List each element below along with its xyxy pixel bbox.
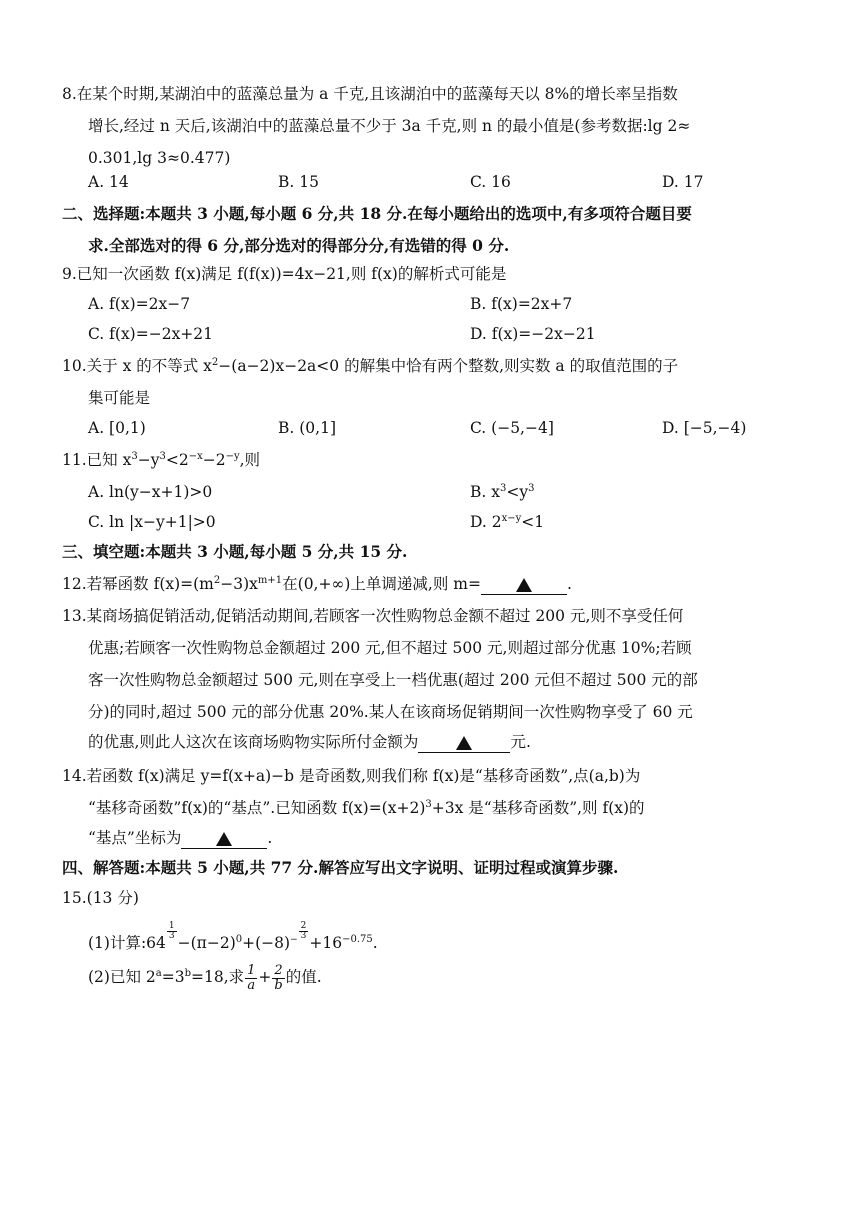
exponent-fraction-2-3	[299, 922, 309, 941]
q11-option-a: A. ln(y−x+1)>0	[88, 483, 213, 501]
q10-line-2: 集可能是	[88, 389, 151, 407]
q14-line-2	[88, 796, 645, 820]
q9-stem: 9.已知一次函数 f(x)满足 f(f(x))=4x−21,则 f(x)的解析式可能是	[62, 265, 507, 283]
q9-option-c: C. f(x)=−2x+21	[88, 325, 214, 343]
q11-exp-y: 3	[159, 450, 166, 462]
q15-exp-neg: −	[290, 935, 298, 945]
q13-line-5-b: 元.	[510, 733, 531, 751]
q8-option-d: D. 17	[662, 173, 704, 191]
q11-stem-b: −y	[137, 451, 160, 469]
section-3-heading: 三、填空题:本题共 3 小题,每小题 5 分,共 15 分.	[62, 542, 408, 561]
fraction-numerator: 1	[168, 921, 175, 931]
q14-exp-3: 3	[425, 798, 432, 810]
q13-line-3: 客一次性购物总金额超过 500 元,则在享受上一档优惠(超过 200 元但不超过 500 元的部	[88, 671, 698, 689]
q11-option-d-exp: x−y	[501, 512, 522, 524]
q10-line-1	[62, 354, 678, 378]
triangle-marker-icon	[456, 736, 472, 750]
q15-exp-075: −0.75	[342, 934, 373, 945]
q11-option-d	[470, 510, 544, 534]
q15-p1-c: +(−8)	[242, 934, 291, 953]
fraction-numerator: 2	[300, 921, 307, 931]
fraction-denominator: b	[274, 977, 283, 993]
q8-line-3: 0.301,lg 3≈0.477)	[88, 149, 231, 167]
q15-exp-a: a	[155, 967, 162, 979]
q11-option-b-exp-2: 3	[528, 482, 535, 494]
fraction-denominator: 3	[300, 931, 307, 941]
q15-p2-d: +	[258, 968, 272, 986]
q11-option-b-exp-1: 3	[500, 482, 507, 494]
fraction-2-over-b	[272, 964, 284, 993]
q13-line-4: 分)的同时,超过 500 元的部分优惠 20%.某人在该商场促销期间一次性购物享受了 60 元	[88, 703, 693, 721]
fraction-1-over-a	[245, 964, 257, 993]
q11-exp-x: 3	[131, 450, 138, 462]
q14-line-3	[88, 826, 272, 850]
q15-part-1	[88, 922, 378, 955]
q13-line-5	[88, 730, 531, 754]
q10-option-b: B. (0,1]	[278, 419, 336, 437]
q15-p2-a: (2)已知 2	[88, 968, 156, 986]
q15-p1-e: .	[372, 934, 378, 953]
q14-answer-blank[interactable]	[181, 828, 267, 849]
q15-p1-d: +16	[309, 934, 343, 953]
q15-p2-c: =18,求	[190, 968, 245, 986]
q10-option-c: C. (−5,−4]	[470, 419, 554, 437]
q8-option-a: A. 14	[88, 173, 129, 191]
q15-title: 15.(13 分)	[62, 889, 139, 907]
q11-option-d-a: D. 2	[470, 513, 502, 531]
q12-exp-m1: m+1	[257, 574, 283, 586]
q11-stem-a: 11.已知 x	[62, 451, 132, 469]
q11-stem-e: ,则	[239, 451, 261, 469]
section-4-heading: 四、解答题:本题共 5 小题,共 77 分.解答应写出文字说明、证明过程或演算步骤.	[62, 858, 619, 877]
q11-stem	[62, 448, 260, 472]
q11-option-b-b: <y	[506, 483, 529, 501]
q12-text-c: 在(0,+∞)上单调递减,则 m=	[282, 575, 481, 593]
q11-exp-neg-x: −x	[188, 450, 203, 462]
q15-p1-b: −(π−2)	[177, 934, 236, 953]
q8-line-1: 8.在某个时期,某湖泊中的蓝藻总量为 a 千克,且该湖泊中的蓝藻每天以 8%的增长率呈指数	[62, 85, 678, 103]
triangle-marker-icon	[216, 832, 232, 846]
fraction-denominator: a	[247, 977, 256, 993]
q8-option-b: B. 15	[278, 173, 319, 191]
q8-line-2: 增长,经过 n 天后,该湖泊中的蓝藻总量不少于 3a 千克,则 n 的最小值是(参考数据:lg 2≈	[88, 117, 691, 135]
q14-line-2-a: “基移奇函数”f(x)的“基点”.已知函数 f(x)=(x+2)	[88, 799, 426, 817]
q12-line	[62, 572, 572, 596]
q15-p2-e: 的值.	[285, 968, 322, 986]
q11-option-c: C. ln |x−y+1|>0	[88, 513, 216, 531]
q10-option-d: D. [−5,−4)	[662, 419, 747, 437]
q12-exp-2: 2	[213, 574, 221, 586]
triangle-marker-icon	[516, 578, 532, 592]
q15-exp-b: b	[184, 967, 191, 979]
section-2-heading-line-2: 求.全部选对的得 6 分,部分选对的得部分分,有选错的得 0 分.	[88, 236, 510, 255]
q14-line-1: 14.若函数 f(x)满足 y=f(x+a)−b 是奇函数,则我们称 f(x)是“基移奇函数”,点(a,b)为	[62, 767, 641, 785]
q11-stem-c: <2	[165, 451, 189, 469]
q13-line-2: 优惠;若顾客一次性购物总金额超过 200 元,但不超过 500 元,则超过部分优惠 10%;若顾	[88, 639, 692, 657]
fraction-numerator: 1	[247, 962, 256, 978]
q14-line-2-b: +3x 是“基移奇函数”,则 f(x)的	[431, 799, 645, 817]
q14-line-3-a: “基点”坐标为	[88, 829, 182, 847]
q12-answer-blank[interactable]	[481, 574, 567, 595]
q10-option-a: A. [0,1)	[88, 419, 146, 437]
q12-text-d: .	[566, 575, 572, 593]
q10-square: 2	[211, 356, 219, 368]
q12-text-b: −3)x	[220, 575, 258, 593]
q13-answer-blank[interactable]	[418, 732, 510, 753]
q15-p2-b: =3	[161, 968, 185, 986]
q11-option-b-a: B. x	[470, 483, 500, 501]
q9-option-d: D. f(x)=−2x−21	[470, 325, 596, 343]
q11-exp-neg-y: −y	[225, 450, 240, 462]
exponent-fraction-1-3	[167, 922, 177, 941]
q9-option-a: A. f(x)=2x−7	[88, 295, 191, 313]
q15-p1-a: (1)计算:64	[88, 934, 166, 953]
q8-option-c: C. 16	[470, 173, 511, 191]
q11-option-b	[470, 480, 535, 504]
q14-line-3-b: .	[267, 829, 273, 847]
fraction-denominator: 3	[168, 931, 175, 941]
q10-text-b: −(a−2)x−2a<0 的解集中恰有两个整数,则实数 a 的取值范围的子	[218, 357, 679, 375]
q9-option-b: B. f(x)=2x+7	[470, 295, 573, 313]
q10-text-a: 10.关于 x 的不等式 x	[62, 357, 212, 375]
section-2-heading-line-1: 二、选择题:本题共 3 小题,每小题 6 分,共 18 分.在每小题给出的选项中,有多项符合题目要	[62, 204, 692, 223]
q15-exp-0: 0	[235, 934, 243, 945]
q12-text-a: 12.若幂函数 f(x)=(m	[62, 575, 214, 593]
q15-part-2	[88, 962, 322, 993]
q13-line-1: 13.某商场搞促销活动,促销活动期间,若顾客一次性购物总金额不超过 200 元,则不享受任何	[62, 607, 684, 625]
fraction-numerator: 2	[272, 964, 284, 979]
q11-option-d-b: <1	[521, 513, 545, 531]
q13-line-5-a: 的优惠,则此人这次在该商场购物实际所付金额为	[88, 733, 419, 751]
q11-stem-d: −2	[202, 451, 226, 469]
